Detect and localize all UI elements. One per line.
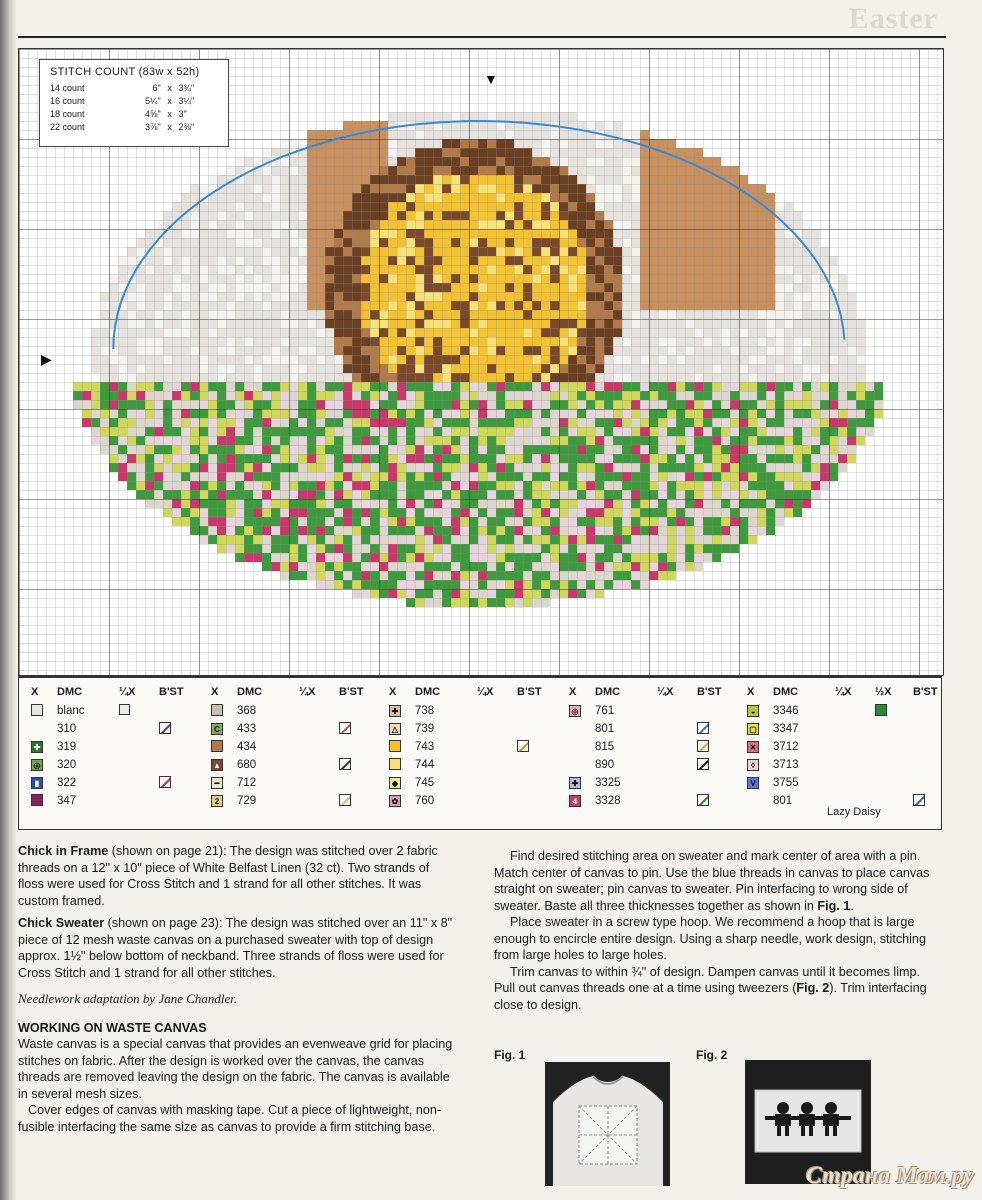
color-swatch-icon: C — [211, 723, 223, 735]
dmc-number: 815 — [595, 741, 615, 753]
key-header-cell: ¼X — [835, 686, 852, 698]
count-x: x — [167, 109, 172, 119]
backstitch-swatch-icon — [339, 722, 351, 734]
dmc-number: 3346 — [773, 705, 799, 717]
stitch-count-box — [39, 59, 229, 147]
stitch-count-row — [50, 108, 218, 121]
backstitch-swatch-icon — [159, 776, 171, 788]
count-x: x — [167, 96, 172, 106]
key-swatch-cell — [31, 759, 57, 772]
backstitch-swatch-icon — [159, 722, 171, 734]
half-stitch-cell — [875, 704, 913, 719]
key-swatch-cell — [211, 704, 237, 719]
key-row — [389, 720, 547, 738]
key-row — [31, 756, 189, 774]
key-header-cell: DMC — [773, 686, 799, 698]
key-row — [569, 792, 727, 810]
half-stitch-swatch-icon — [875, 704, 887, 716]
backstitch-swatch-icon — [339, 758, 351, 770]
key-row — [747, 720, 943, 738]
fig1-ref: Fig. 1 — [817, 898, 851, 913]
placement-text: Find desired stitching area on sweater and mark center of area with a pin. Match center of canvas to pin. Use the blue threads in canvas to place canvas straight on sweater; pin canvas to sweater. Pin interfacing to wrong side of sweater. Baste all three thicknesses together as shown in — [494, 849, 930, 913]
dmc-number: 744 — [415, 759, 435, 771]
key-row — [747, 738, 943, 756]
dmc-number: 739 — [415, 723, 435, 735]
key-row — [211, 792, 369, 810]
dmc-number: 347 — [57, 795, 77, 807]
key-header-row — [211, 686, 369, 702]
color-swatch-icon — [389, 740, 401, 752]
key-swatch-cell — [747, 759, 773, 772]
fig1-label: Fig. 1 — [494, 1048, 526, 1062]
dmc-number: 3712 — [773, 741, 799, 753]
count-width: 4⅝" — [144, 109, 161, 119]
key-swatch-cell — [747, 705, 773, 718]
key-header-cell: B'ST — [339, 686, 364, 698]
backstitch-swatch-icon — [697, 794, 709, 806]
color-swatch-icon: ✿ — [389, 795, 401, 807]
backstitch-cell — [517, 740, 547, 755]
key-row — [569, 702, 727, 720]
site-watermark: Страна Мам.ру — [805, 1163, 974, 1189]
dmc-number: 761 — [595, 705, 615, 717]
key-swatch-cell — [211, 777, 237, 790]
color-swatch-icon — [211, 740, 223, 752]
count-label: 14 count — [50, 83, 85, 93]
key-header-cell: ¼X — [119, 686, 136, 698]
count-height: 3¼" — [178, 96, 195, 106]
backstitch-swatch-icon — [697, 722, 709, 734]
key-row — [211, 756, 369, 774]
sweater-title: Chick Sweater — [18, 916, 105, 930]
key-header-cell: X — [31, 686, 39, 698]
key-row — [389, 702, 547, 720]
color-swatch-icon: ◎ — [31, 759, 43, 771]
key-swatch-cell — [389, 740, 415, 755]
dmc-number: 890 — [595, 759, 615, 771]
dmc-number: 368 — [237, 705, 257, 717]
color-swatch-icon: ▲ — [211, 759, 223, 771]
key-row — [211, 702, 369, 720]
dmc-number: 3325 — [595, 777, 621, 789]
key-column — [211, 686, 369, 810]
stitch-count-title: STITCH COUNT (83w x 52h) — [50, 66, 200, 78]
dmc-number: 3347 — [773, 723, 799, 735]
key-row — [389, 756, 547, 774]
key-header-cell: B'ST — [913, 686, 938, 698]
dmc-number: 801 — [773, 795, 793, 807]
header-word: Easter — [848, 2, 938, 35]
color-swatch-icon: 2 — [211, 795, 223, 807]
dmc-number: blanc — [57, 705, 85, 717]
key-swatch-cell — [389, 723, 415, 736]
key-header-cell: DMC — [57, 686, 83, 698]
key-row — [569, 756, 727, 774]
dmc-number: 712 — [237, 777, 257, 789]
key-swatch-cell — [211, 723, 237, 736]
key-header-cell: DMC — [415, 686, 441, 698]
key-header-row — [569, 686, 727, 702]
key-header-row — [389, 686, 547, 702]
trim-paragraph — [494, 964, 944, 1014]
waste-canvas-heading: WORKING ON WASTE CANVAS — [18, 1020, 207, 1035]
stitch-count-row — [50, 82, 218, 95]
backstitch-swatch-icon — [913, 794, 925, 806]
key-swatch-cell — [211, 740, 237, 755]
key-header-cell: B'ST — [697, 686, 722, 698]
sweater-body: (shown on page 23): The design was stitched over an 11" x 8" piece of 12 mesh waste canvas on a purchased sweater with top of design approx. 1½" below bottom of neckband. Three strands of floss were used for Cross Stitch and 1 strand for all other stitches. — [18, 916, 453, 980]
dmc-number: 738 — [415, 705, 435, 717]
key-swatch-cell — [31, 777, 57, 790]
color-swatch-icon: ▮ — [31, 777, 43, 789]
key-row — [211, 720, 369, 738]
quarter-stitch-swatch-icon — [119, 704, 130, 715]
key-header-cell: B'ST — [517, 686, 542, 698]
backstitch-cell — [339, 722, 369, 737]
color-swatch-icon: ◎ — [569, 705, 581, 717]
key-swatch-cell — [31, 794, 57, 809]
key-header-row — [747, 686, 943, 702]
fig2-label: Fig. 2 — [696, 1048, 728, 1062]
dmc-number: 680 — [237, 759, 257, 771]
backstitch-cell — [339, 758, 369, 773]
dmc-number: 3328 — [595, 795, 621, 807]
trim-end: ). Trim interfacing close to design. — [494, 981, 927, 1012]
key-header-cell: X — [747, 686, 755, 698]
dmc-number: 3713 — [773, 759, 799, 771]
key-header-cell: ¼X — [299, 686, 316, 698]
color-swatch-icon: ◆ — [389, 777, 401, 789]
key-row — [31, 720, 189, 738]
backstitch-cell — [159, 722, 189, 737]
key-header-cell: ½X — [875, 686, 892, 698]
backstitch-swatch-icon — [517, 740, 529, 752]
dmc-number: 322 — [57, 777, 77, 789]
key-swatch-cell — [747, 777, 773, 790]
key-swatch-cell — [569, 795, 595, 808]
count-label: 18 count — [50, 109, 85, 119]
dmc-number: 801 — [595, 723, 615, 735]
key-swatch-cell — [747, 741, 773, 754]
fig2-ref: Fig. 2 — [796, 981, 830, 995]
count-height: 3¾" — [178, 83, 195, 93]
backstitch-cell — [697, 794, 727, 809]
key-header-cell: DMC — [237, 686, 263, 698]
key-header-cell: B'ST — [159, 686, 184, 698]
key-column — [569, 686, 727, 810]
backstitch-cell — [159, 776, 189, 791]
color-swatch-icon: ✕ — [747, 741, 759, 753]
stitch-count-row — [50, 121, 218, 134]
sweater-basting-illustration — [545, 1062, 670, 1186]
center-arrow-right-icon: ▶ — [41, 351, 52, 367]
dmc-number: 729 — [237, 795, 257, 807]
hoop-paragraph: Place sweater in a screw type hoop. We recommend a hoop that is large enough to encircle entire design. Using a sharp needle, work design, stitching from large holes to large holes. — [494, 915, 926, 962]
count-label: 22 count — [50, 122, 85, 132]
key-row — [211, 738, 369, 756]
key-row — [31, 774, 189, 792]
backstitch-cell — [697, 740, 727, 755]
stitch-count-row — [50, 95, 218, 108]
key-row — [747, 756, 943, 774]
key-row — [31, 738, 189, 756]
count-width: 5¼" — [144, 96, 161, 106]
color-swatch-icon: ✚ — [31, 741, 43, 753]
count-height: 2⅜" — [178, 122, 195, 132]
key-swatch-cell — [389, 795, 415, 808]
quarter-stitch-cell — [119, 704, 159, 718]
key-swatch-cell — [211, 795, 237, 808]
key-swatch-cell — [569, 777, 595, 790]
placement-end: . — [850, 898, 854, 913]
key-swatch-cell — [31, 704, 57, 719]
dmc-number: 319 — [57, 741, 77, 753]
key-header-row — [31, 686, 189, 702]
backstitch-swatch-icon — [339, 794, 351, 806]
dmc-number: 310 — [57, 723, 77, 735]
color-swatch-icon: △ — [389, 723, 401, 735]
color-swatch-icon: 4 — [569, 795, 581, 807]
frame-body: (shown on page 21): The design was stitched over 2 fabric threads on a 12" x 10" piece of White Belfast Linen (32 ct). Two strands of floss were used for Cross Stitch and 1 strand for all other stitches. It was custom framed. — [18, 844, 438, 908]
count-label: 16 count — [50, 96, 85, 106]
color-swatch-icon: V — [747, 777, 759, 789]
key-column — [31, 686, 189, 810]
key-swatch-cell — [569, 705, 595, 718]
center-arrow-down-icon: ▼ — [484, 71, 498, 87]
dmc-number: 760 — [415, 795, 435, 807]
key-row — [747, 774, 943, 792]
key-row — [569, 774, 727, 792]
key-row — [569, 720, 727, 738]
count-x: x — [167, 83, 172, 93]
trim-text: Trim canvas to within ¾" of design. Dampen canvas until it becomes limp. Pull out canvas threads one at a time using tweezers ( — [494, 964, 920, 995]
backstitch-cell — [697, 722, 727, 737]
fig1-sweater-photo — [545, 1062, 670, 1186]
color-swatch-icon: ◊ — [747, 759, 759, 771]
key-header-cell: X — [211, 686, 219, 698]
color-swatch-icon: ▢ — [747, 723, 759, 735]
count-width: 6" — [152, 83, 161, 93]
key-swatch-cell — [389, 705, 415, 718]
key-swatch-cell — [31, 741, 57, 754]
right-instructions — [494, 848, 944, 1013]
color-key — [18, 676, 942, 830]
color-swatch-icon — [31, 794, 43, 806]
placement-paragraph — [494, 848, 944, 914]
waste-canvas-paragraph-1: Waste canvas is a special canvas that provides an evenweave grid for placing stitches on fabric. After the design is worked over the canvas, the canvas threads are removed leaving the design on the fabric. The canvas is available in several mesh sizes. — [18, 1037, 453, 1101]
key-row — [569, 738, 727, 756]
lazy-daisy-label: Lazy Daisy — [827, 806, 881, 818]
backstitch-swatch-icon — [697, 758, 709, 770]
key-column — [747, 686, 943, 810]
color-swatch-icon — [389, 758, 401, 770]
color-swatch-icon — [31, 704, 43, 716]
adaptation-credit: Needlework adaptation by Jane Chandler. — [18, 991, 238, 1006]
dmc-number: 743 — [415, 741, 435, 753]
key-row — [389, 792, 547, 810]
page-spine-shadow — [0, 0, 16, 1200]
key-swatch-cell — [211, 759, 237, 772]
chick-sweater-paragraph — [18, 915, 458, 981]
waste-canvas-paragraph-2: Cover edges of canvas with masking tape. Cut a piece of lightweight, non-fusible interfacing the same size as canvas to provide a firm stitching base. — [18, 1103, 442, 1134]
key-header-cell: X — [389, 686, 397, 698]
key-row — [31, 792, 189, 810]
count-width: 3⅞" — [144, 122, 161, 132]
backstitch-swatch-icon — [697, 740, 709, 752]
backstitch-cell — [697, 758, 727, 773]
key-row — [389, 774, 547, 792]
key-header-cell: ¼X — [657, 686, 674, 698]
key-header-cell: X — [569, 686, 577, 698]
dmc-number: 3755 — [773, 777, 799, 789]
chick-in-frame-paragraph — [18, 843, 458, 909]
dmc-number: 320 — [57, 759, 77, 771]
dmc-number: 745 — [415, 777, 435, 789]
color-swatch-icon: ◒ — [747, 705, 759, 717]
key-header-cell: DMC — [595, 686, 621, 698]
dmc-number: 433 — [237, 723, 257, 735]
key-column — [389, 686, 547, 810]
cross-stitch-chart — [18, 48, 944, 676]
color-swatch-icon: ✚ — [569, 777, 581, 789]
count-height: 3" — [178, 109, 187, 119]
key-row — [211, 774, 369, 792]
count-x: x — [167, 122, 172, 132]
color-swatch-icon: ✚ — [389, 705, 401, 717]
key-swatch-cell — [389, 758, 415, 773]
dmc-number: 434 — [237, 741, 257, 753]
key-swatch-cell — [389, 777, 415, 790]
key-swatch-cell — [747, 723, 773, 736]
key-row — [747, 702, 943, 720]
top-rule — [18, 36, 946, 38]
left-instructions — [18, 843, 458, 1135]
key-header-cell: ¼X — [477, 686, 494, 698]
frame-title: Chick in Frame — [18, 844, 109, 858]
backstitch-cell — [339, 794, 369, 809]
color-swatch-icon: ━ — [211, 777, 223, 789]
backstitch-cell — [913, 794, 943, 809]
key-row — [389, 738, 547, 756]
key-row — [31, 702, 189, 720]
color-swatch-icon — [211, 704, 223, 716]
